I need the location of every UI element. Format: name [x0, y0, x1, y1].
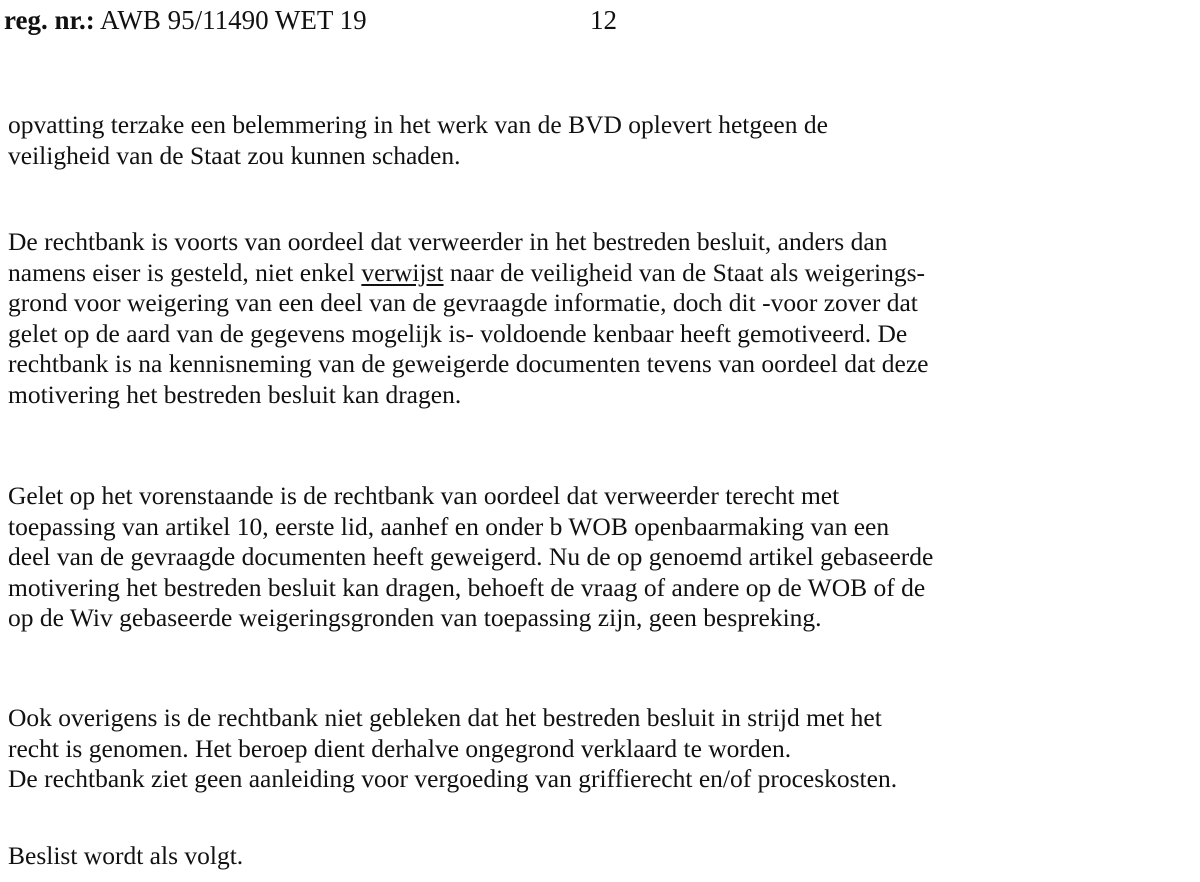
text-line: Ook overigens is de rechtbank niet gebleken dat het bestreden besluit in strijd met het [8, 703, 882, 732]
text-line: op de Wiv gebaseerde weigeringsgronden van toepassing zijn, geen bespreking. [8, 603, 822, 633]
paragraph-court-opinion-motivation [8, 227, 1200, 411]
paragraph-appeal-unfounded [8, 703, 1200, 795]
page-number: 12 [590, 5, 617, 35]
text-line: grond voor weigering van een deel van de gevraagde informatie, doch dit -voor zover dat [8, 288, 918, 318]
text-line: deel van de gevraagde documenten heeft geweigerd. Nu de op genoemd artikel gebaseerde [8, 542, 934, 572]
registration-label: reg. nr.: [4, 5, 95, 35]
page-header [4, 2, 617, 38]
text-line: gelet op de aard van de gegevens mogelijk is- voldoende kenbaar heeft gemotiveerd. De [8, 318, 908, 348]
text-line: veiligheid van de Staat zou kunnen schaden. [8, 140, 461, 170]
text-segment: naar de veiligheid van de Staat als weigerings- [443, 257, 926, 287]
text-line: De rechtbank is voorts van oordeel dat verweerder in het bestreden besluit, anders dan [8, 227, 888, 256]
text-line: Gelet op het vorenstaande is de rechtbank van oordeel dat verweerder terecht met [8, 481, 840, 510]
text-segment: namens eiser is gesteld, niet enkel [8, 257, 362, 287]
text-line: rechtbank is na kennisneming van de geweigerde documenten tevens van oordeel dat deze [8, 349, 929, 379]
paragraph-article-10-wob [8, 481, 1200, 634]
text-line: De rechtbank ziet geen aanleiding voor vergoeding van griffierecht en/of proceskosten. [8, 764, 898, 794]
paragraph-bvd-interference [8, 110, 1200, 171]
case-number: AWB 95/11490 WET 19 [100, 5, 367, 35]
paragraph-decision-intro [8, 841, 1200, 872]
text-line: toepassing van artikel 10, eerste lid, aanhef en onder b WOB openbaarmaking van een [8, 511, 890, 541]
underlined-word: verwijst [361, 257, 444, 287]
text-line: motivering het bestreden besluit kan dragen, behoeft de vraag of andere op de WOB of de [8, 572, 926, 602]
text-line [8, 258, 1200, 289]
text-line: opvatting terzake een belemmering in het werk van de BVD oplevert hetgeen de [8, 110, 828, 139]
text-line: recht is genomen. Het beroep dient derhalve ongegrond verklaard te worden. [8, 733, 792, 763]
text-line: motivering het bestreden besluit kan dragen. [8, 379, 462, 409]
text-line: Beslist wordt als volgt. [8, 841, 244, 870]
